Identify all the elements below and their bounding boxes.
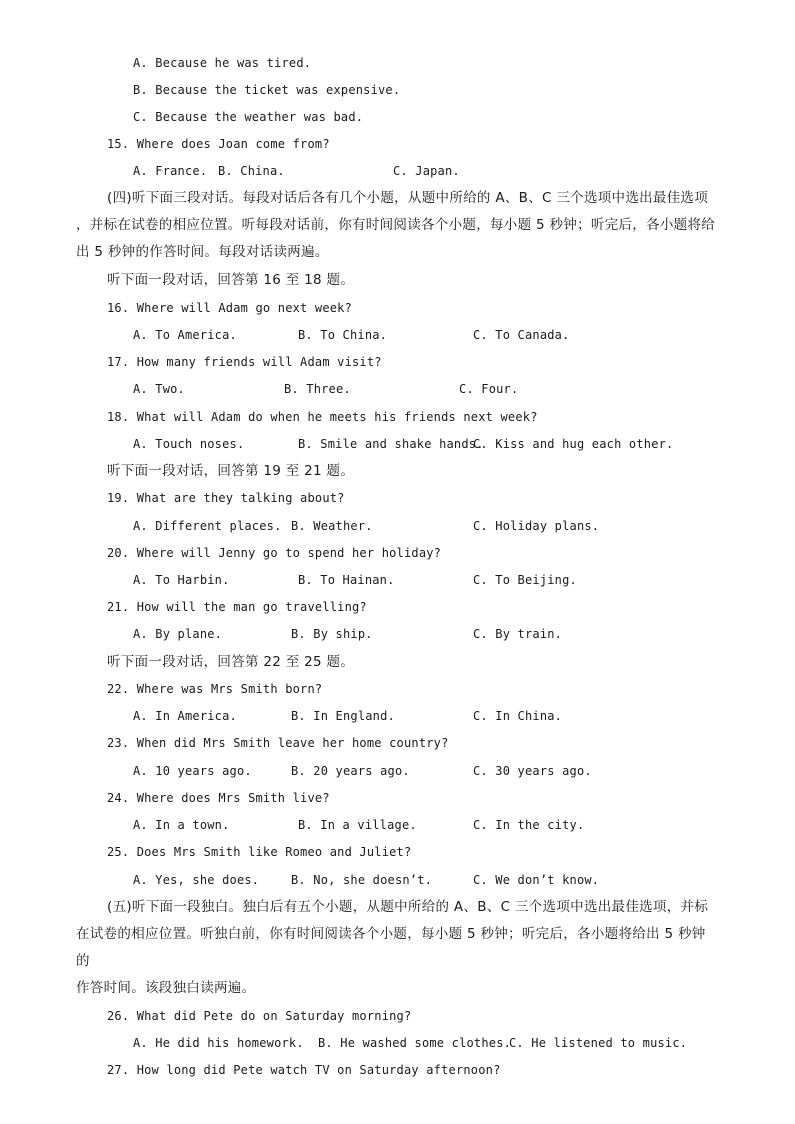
q23-option-a: A. 10 years ago. <box>133 764 252 778</box>
q21-stem: 21. How will the man go travelling? <box>107 600 367 614</box>
q19-option-c: C. Holiday plans. <box>473 519 600 533</box>
dialogue1-heading: 听下面一段对话，回答第 16 至 18 题。 <box>107 272 355 288</box>
q24-option-a: A. In a town. <box>133 818 230 832</box>
q19-option-b: B. Weather. <box>291 519 373 533</box>
q20-stem: 20. Where will Jenny go to spend her holiday? <box>107 546 442 560</box>
q18-stem: 18. What will Adam do when he meets his friends next week? <box>107 410 538 424</box>
q16-option-c: C. To Canada. <box>473 328 570 342</box>
dialogue3-heading: 听下面一段对话，回答第 22 至 25 题。 <box>107 654 355 670</box>
q17-stem: 17. How many friends will Adam visit? <box>107 355 382 369</box>
q19-stem: 19. What are they talking about? <box>107 491 345 505</box>
q15-option-a: A. France. <box>133 164 208 178</box>
q15-stem: 15. Where does Joan come from? <box>107 137 330 151</box>
q26-stem: 26. What did Pete do on Saturday morning? <box>107 1009 412 1023</box>
q15-option-c: C. Japan. <box>393 164 460 178</box>
q16-option-a: A. To America. <box>133 328 237 342</box>
q17-option-b: B. Three. <box>284 382 351 396</box>
q14-option-c: C. Because the weather was bad. <box>133 110 364 124</box>
q25-option-b: B. No, she doesn’t. <box>291 873 433 887</box>
q22-option-a: A. In America. <box>133 709 237 723</box>
q16-stem: 16. Where will Adam go next week? <box>107 301 353 315</box>
q17-option-c: C. Four. <box>459 382 519 396</box>
q18-option-c: C. Kiss and hug each other. <box>473 437 674 451</box>
q14-option-a: A. Because he was tired. <box>133 56 312 70</box>
q24-option-b: B. In a village. <box>298 818 417 832</box>
q16-option-b: B. To China. <box>298 328 388 342</box>
q18-option-a: A. Touch noses. <box>133 437 245 451</box>
section4-instruction-line2: ，并标在试卷的相应位置。听每段对话前，你有时间阅读各个小题，每小题 5 秒钟；听完后，各小题将给 <box>76 217 716 233</box>
section4-instruction-line1: (四)听下面三段对话。每段对话后各有几个小题，从题中所给的 A、B、C 三个选项中选出最佳选项 <box>107 190 709 206</box>
q26-option-b: B. He washed some clothes. <box>318 1036 512 1050</box>
q25-option-c: C. We don’t know. <box>473 873 600 887</box>
q23-option-b: B. 20 years ago. <box>291 764 410 778</box>
dialogue2-heading: 听下面一段对话，回答第 19 至 21 题。 <box>107 463 355 479</box>
q22-stem: 22. Where was Mrs Smith born? <box>107 682 323 696</box>
q26-option-c: C. He listened to music. <box>509 1036 688 1050</box>
section5-instruction-line2: 在试卷的相应位置。听独白前，你有时间阅读各个小题，每小题 5 秒钟；听完后，各小题将给出 5 秒钟 <box>76 926 706 942</box>
q24-option-c: C. In the city. <box>473 818 585 832</box>
section5-instruction-line1: (五)听下面一段独白。独白后有五个小题，从题中所给的 A、B、C 三个选项中选出最佳选项，并标 <box>107 899 709 915</box>
q24-stem: 24. Where does Mrs Smith live? <box>107 791 330 805</box>
q15-option-b: B. China. <box>218 164 285 178</box>
q25-option-a: A. Yes, she does. <box>133 873 260 887</box>
section4-instruction-line3: 出 5 秒钟的作答时间。每段对话读两遍。 <box>76 244 329 260</box>
q14-option-b: B. Because the ticket was expensive. <box>133 83 401 97</box>
q20-option-a: A. To Harbin. <box>133 573 230 587</box>
q26-option-a: A. He did his homework. <box>133 1036 304 1050</box>
q22-option-c: C. In China. <box>473 709 563 723</box>
q19-option-a: A. Different places. <box>133 519 282 533</box>
q20-option-c: C. To Beijing. <box>473 573 577 587</box>
q21-option-b: B. By ship. <box>291 627 373 641</box>
q25-stem: 25. Does Mrs Smith like Romeo and Juliet? <box>107 845 412 859</box>
q21-option-a: A. By plane. <box>133 627 223 641</box>
q18-option-b: B. Smile and shake hands. <box>298 437 484 451</box>
q27-stem: 27. How long did Pete watch TV on Saturday afternoon? <box>107 1063 501 1077</box>
q23-stem: 23. When did Mrs Smith leave her home country? <box>107 736 449 750</box>
q22-option-b: B. In England. <box>291 709 395 723</box>
q21-option-c: C. By train. <box>473 627 563 641</box>
q23-option-c: C. 30 years ago. <box>473 764 592 778</box>
q17-option-a: A. Two. <box>133 382 185 396</box>
q20-option-b: B. To Hainan. <box>298 573 395 587</box>
section5-instruction-line3: 的 <box>76 953 90 969</box>
section5-instruction-line4: 作答时间。该段独白读两遍。 <box>76 980 256 996</box>
